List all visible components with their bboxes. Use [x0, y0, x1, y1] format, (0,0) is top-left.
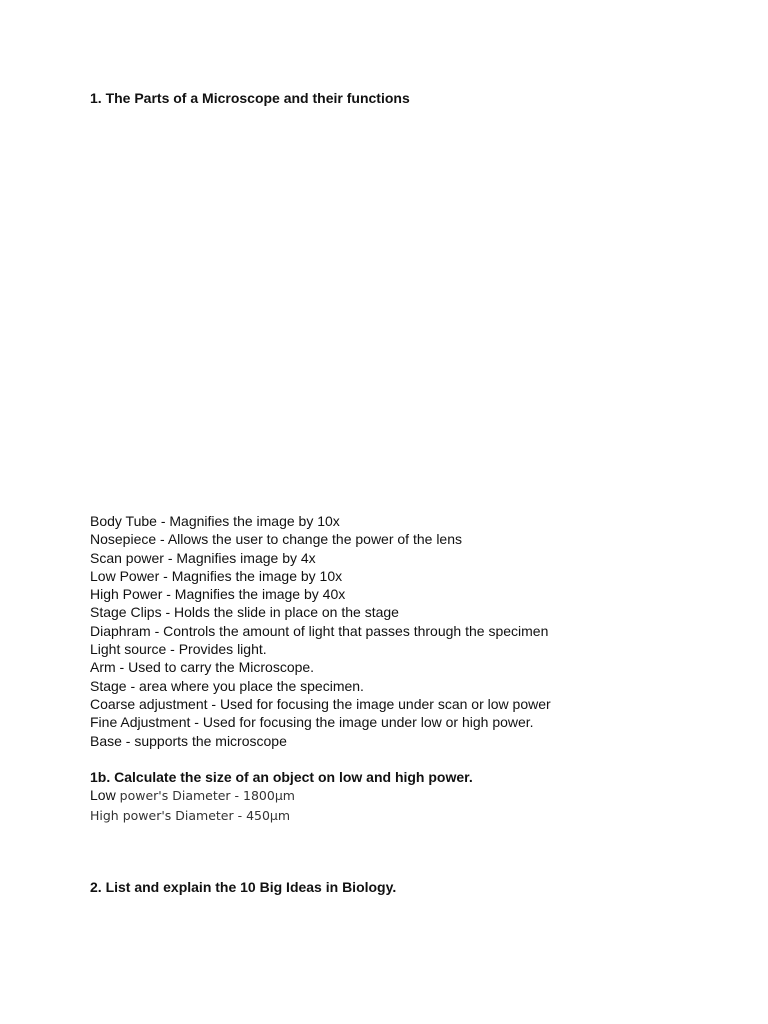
list-item: High Power - Magnifies the image by 40x: [90, 586, 346, 603]
diameter-text: High power's Diameter - 450µm: [90, 807, 291, 823]
diameter-text: power's Diameter - 1800µm: [115, 788, 295, 803]
list-item: Base - supports the microscope: [90, 732, 287, 749]
diameter-item-low: [90, 786, 295, 806]
list-item: Arm - Used to carry the Microscope.: [90, 659, 315, 676]
list-item: Stage - area where you place the specimen.: [90, 677, 364, 694]
question-2-heading: 2. List and explain the 10 Big Ideas in Biology.: [90, 879, 397, 895]
list-item: Nosepiece - Allows the user to change the power of the lens: [90, 531, 462, 548]
diameter-list: [90, 786, 295, 825]
diameter-item-high: [90, 806, 295, 826]
microscope-parts-list: [90, 512, 551, 750]
list-item: Scan power - Magnifies image by 4x: [90, 549, 316, 566]
list-item: Diaphram - Controls the amount of light that passes through the specimen: [90, 622, 549, 639]
question-1-heading: 1. The Parts of a Microscope and their functions: [90, 90, 410, 106]
question-1b-heading: 1b. Calculate the size of an object on low and high power.: [90, 769, 473, 785]
list-item: Low Power - Magnifies the image by 10x: [90, 567, 343, 584]
list-item: Fine Adjustment - Used for focusing the image under low or high power.: [90, 714, 534, 731]
diameter-lead: Low: [90, 787, 116, 803]
list-item: Stage Clips - Holds the slide in place on the stage: [90, 604, 399, 621]
list-item: Light source - Provides light.: [90, 641, 267, 658]
list-item: Body Tube - Magnifies the image by 10x: [90, 513, 340, 529]
list-item: Coarse adjustment - Used for focusing the image under scan or low power: [90, 695, 551, 712]
